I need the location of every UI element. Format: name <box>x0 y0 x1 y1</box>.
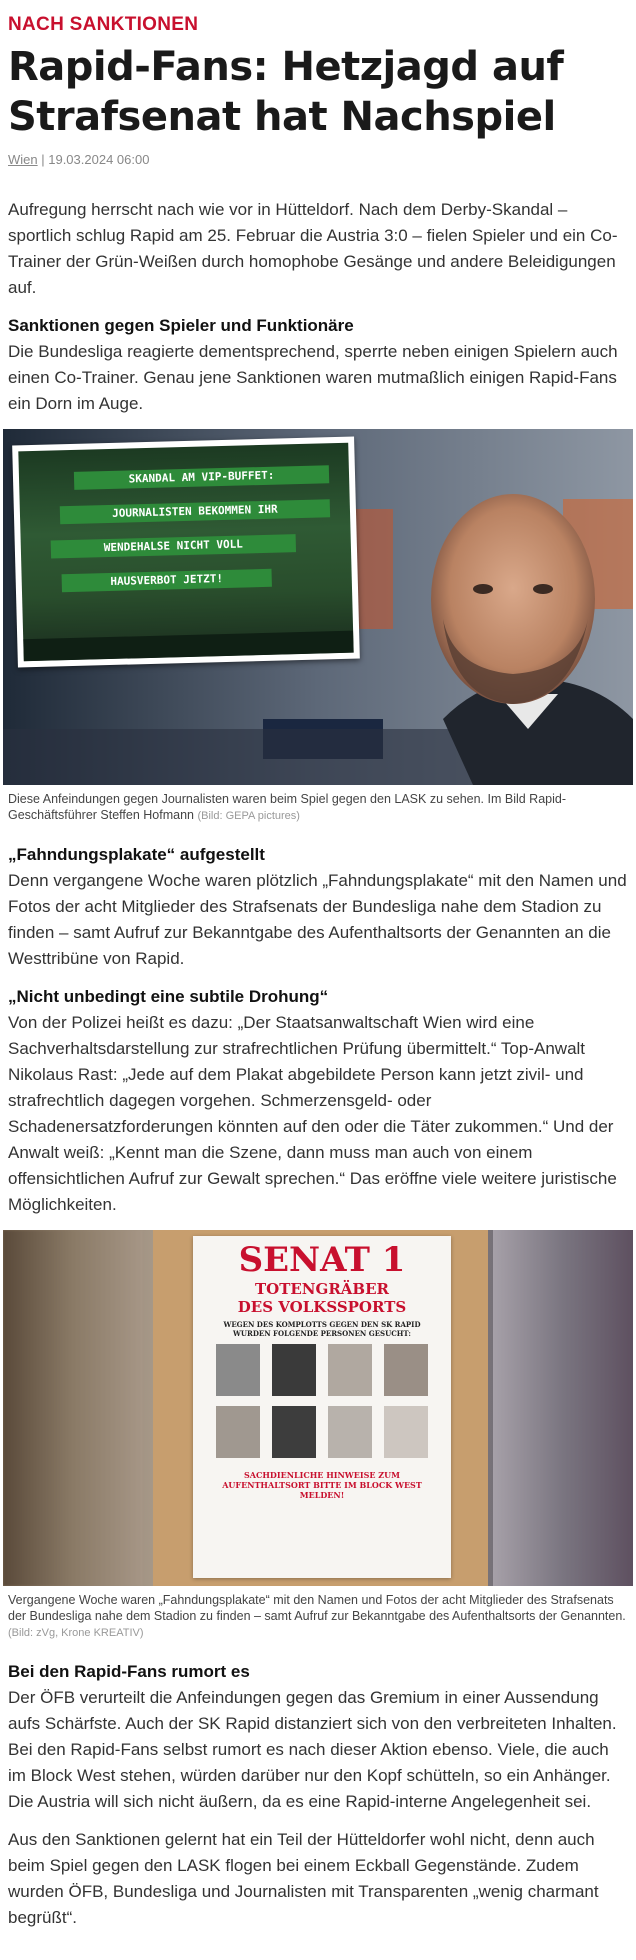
poster-footer: SACHDIENLICHE HINWEISE ZUM AUFENTHALTSORT BITTE IM BLOCK WEST MELDEN! <box>222 1470 422 1500</box>
meta-separator: | <box>37 152 49 167</box>
inset-photo-fans <box>12 437 360 668</box>
paragraph-drohung: Von der Polizei heißt es dazu: „Der Staatsanwaltschaft Wien wird eine Sachverhaltsdarstellung zur strafrechtlichen Prüfung übermittelt.“ Top-Anwalt Nikolaus Rast: „Jede auf dem Plakat abgebildete Person kann jetzt zivil- und strafrechtlich dagegen vorgehen. Schmerzensgeld- oder Schadenersatzforderungen könnten auf den oder die Täter zukommen.“ Und der Anwalt weiß: „Kennt man die Szene, dann muss man auch von einem offensichtlichen Aufruf zur Gewalt sprechen.“ Das eröffne viele weitere juristische Möglichkeiten. <box>8 1013 617 1214</box>
caption-text-1: Diese Anfeindungen gegen Journalisten waren beim Spiel gegen den LASK zu sehen. Im Bild Rapid-Geschäftsführer Steffen Hofmann <box>8 792 567 822</box>
subhead-drohung: „Nicht unbedingt eine subtile Drohung“ <box>8 987 329 1006</box>
caption-photo-2 <box>8 1592 628 1641</box>
section-link[interactable]: Wien <box>8 152 38 167</box>
wanted-poster <box>193 1236 451 1578</box>
subhead-sanktionen: Sanktionen gegen Spieler und Funktionäre <box>8 316 354 335</box>
banner-3: WENDEHALSE NICHT VOLL <box>51 534 296 558</box>
paragraph-sanktionen: Die Bundesliga reagierte dementsprechend, sperrte neben einigen Spielern auch einen Co-Trainer. Genau jene Sanktionen waren mutmaßlich einigen Rapid-Fans ein Dorn im Auge. <box>8 342 618 413</box>
photo-poster <box>3 1230 633 1586</box>
banner-1: SKANDAL AM VIP-BUFFET: <box>74 465 329 490</box>
banner-2: JOURNALISTEN BEKOMMEN IHR <box>60 499 330 524</box>
article-date: 19.03.2024 06:00 <box>48 152 150 167</box>
poster-subtitle-2: DES VOLKSSPORTS <box>237 1298 407 1316</box>
article-headline: Rapid-Fans: Hetzjagd auf Strafsenat hat Nachspiel <box>8 44 564 140</box>
caption-text-2: Vergangene Woche waren „Fahndungsplakate“ mit den Namen und Fotos der acht Mitglieder des Strafsenats der Bundesliga nahe dem Stadion zu finden – samt Aufruf zur Bekanntgabe des Aufenthaltsorts der Genannten. <box>8 1593 626 1623</box>
article-kicker: NACH SANKTIONEN <box>8 14 199 35</box>
article-meta <box>8 152 628 167</box>
paragraph-fahndungsplakate: Denn vergangene Woche waren plötzlich „Fahndungsplakate“ mit den Namen und Fotos der acht Mitglieder des Strafsenats der Bundesliga nahe dem Stadion zu finden – samt Aufruf zur Bekanntgabe des Aufenthaltsorts der Genannten an die Westtribüne von Rapid. <box>8 871 627 968</box>
poster-photo-grid <box>193 1344 451 1458</box>
paragraph-lask: Aus den Sanktionen gelernt hat ein Teil der Hütteldorfer wohl nicht, denn auch beim Spiel gegen den LASK flogen bei einem Eckball Gegenstände. Zudem wurden ÖFB, Bundesliga und Journalisten mit Transparenten „wenig charmant begrüßt“. <box>8 1830 599 1927</box>
banner-4: HAUSVERBOT JETZT! <box>62 569 272 592</box>
photo-stadium-hofmann <box>3 429 633 785</box>
subhead-rumort: Bei den Rapid-Fans rumort es <box>8 1662 250 1681</box>
subhead-fahndungsplakate: „Fahndungsplakate“ aufgestellt <box>8 845 265 864</box>
poster-subtitle-1: TOTENGRÄBER <box>254 1280 390 1298</box>
credit-1: (Bild: GEPA pictures) <box>197 810 300 822</box>
intro-paragraph: Aufregung herrscht nach wie vor in Hütteldorf. Nach dem Derby-Skandal – sportlich schlug Rapid am 25. Februar die Austria 3:0 – fielen Spieler und ein Co-Trainer der Grün-Weißen durch homophobe Gesänge und andere Beleidigungen auf. <box>8 200 618 297</box>
paragraph-rumort: Der ÖFB verurteilt die Anfeindungen gegen das Gremium in einer Aussendung aufs Schärfste. Auch der SK Rapid distanziert sich von den verbreiteten Inhalten. Bei den Rapid-Fans selbst rumort es nach dieser Aktion ebenso. Viele, die auch im Block West stehen, würden darüber nur den Kopf schütteln, so ein Anhänger. Die Austria will sich nicht äußern, da es eine Rapid-interne Angelegenheit sei. <box>8 1688 617 1811</box>
poster-line: WEGEN DES KOMPLOTTS GEGEN DEN SK RAPID WURDEN FOLGENDE PERSONEN GESUCHT: <box>223 1320 421 1338</box>
caption-photo-1 <box>8 791 628 824</box>
credit-2: (Bild: zVg, Krone KREATIV) <box>8 1627 144 1639</box>
poster-title: SENAT 1 <box>238 1240 406 1280</box>
article <box>0 14 636 1931</box>
